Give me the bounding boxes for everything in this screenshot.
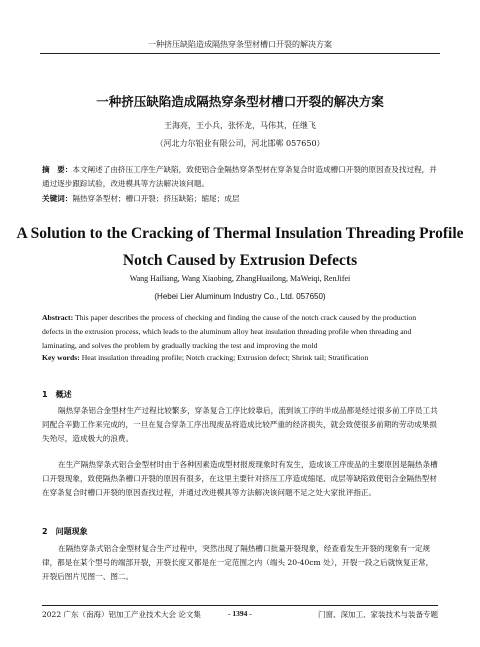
body-paragraph: 在生产隔热穿条式铝合金型材时由于各种因素造成型材报废现象时有发生，造成该工序废品的主要原因是隔热条槽口开裂现象，致使隔热条槽口开裂的原因有很多，在这里主要针对挤压工序造成缩尾、成层等缺陷致使铝合金隔热型材在穿条复合时槽口开裂的原因查找过程，并通过改进模具等方法解决该问题不足之处大家批评指正。 <box>42 460 438 497</box>
english-keywords <box>42 351 438 365</box>
page-footer <box>42 605 438 621</box>
chinese-keywords <box>42 192 438 206</box>
footer-proceedings: 2022 广东（南海）铝加工产业技术大会 论文集 <box>42 610 201 619</box>
page-number: - 1394 - <box>228 609 252 618</box>
section-heading-problem: 2 问题现象 <box>42 527 88 536</box>
chinese-keywords-label: 关键词： <box>42 194 73 203</box>
chinese-authors: 王海亮，王小兵，张怀龙，马伟其，任继飞 <box>164 121 316 130</box>
body-paragraph: 在隔热穿条式铝合金型材复合生产过程中，突然出现了隔热槽口批量开裂现象，经查看发生开裂的现象有一定规律，都是在某个型号的端部开裂，开裂长度又都是在一定范围之内（端头 20-40cm 处），开裂一段之后就恢复正常，开裂后图片见图一、图二。 <box>42 544 434 581</box>
chinese-abstract <box>42 163 438 191</box>
chinese-affiliation: （河北力尔铝业有限公司，河北邯郸 057650） <box>155 139 325 148</box>
chinese-title: 一种挤压缺陷造成隔热穿条型材槽口开裂的解决方案 <box>96 94 384 109</box>
footer-topic: 门窗、深加工、家装技术与装备专题 <box>318 610 438 619</box>
chinese-abstract-label: 摘 要： <box>42 165 73 174</box>
running-head: 一种挤压缺陷造成隔热穿条型材槽口开裂的解决方案 <box>40 39 440 54</box>
section-heading-overview: 1 概述 <box>42 390 72 399</box>
english-keywords-text: Heat insulation threading profile; Notch cracking; Extrusion defect; Shrink tail; Stratification <box>81 353 369 362</box>
english-abstract-label: Abstract: <box>42 313 74 322</box>
english-affiliation: (Hebei Lier Aluminum Industry Co., Ltd. 057650) <box>154 292 326 301</box>
body-paragraph: 隔热穿条铝合金型材生产过程比较繁多，穿条复合工序比较靠后，流到该工序的半成品都是经过很多前工序员工共同配合辛勤工作来完成的，一旦在复合穿条工序出现废品将造成比较严重的经济损失，就会致使很多前期的劳动成果损失殆尽，造成极大的浪费。 <box>42 406 438 443</box>
english-abstract <box>42 311 438 352</box>
chinese-keywords-text: 隔热穿条型材；槽口开裂；挤压缺陷；缩尾；成层 <box>72 194 240 203</box>
english-keywords-label: Key words: <box>42 353 80 362</box>
chinese-abstract-text: 本文阐述了由挤压工序生产缺陷，致使铝合金隔热穿条型材在穿条复合时造成槽口开裂的原因查及找过程，并通过逐步跟踪试验，改进模具等方法解决该问题。 <box>42 165 437 188</box>
english-title: A Solution to the Cracking of Thermal Insulation Threading Profile Notch Caused by Extrusion Defects <box>16 225 464 269</box>
english-abstract-text: This paper describes the process of checking and finding the cause of the notch crack caused by the production defects in the extrusion process, which leads to the aluminum alloy heat insulation threading profile when threading and laminating, and solves the problem by gradually tracking the test and improving the mold <box>42 313 417 350</box>
english-authors: Wang Hailiang, Wang Xiaobing, ZhangHuailong, MaWeiqi, RenJifei <box>129 274 351 283</box>
